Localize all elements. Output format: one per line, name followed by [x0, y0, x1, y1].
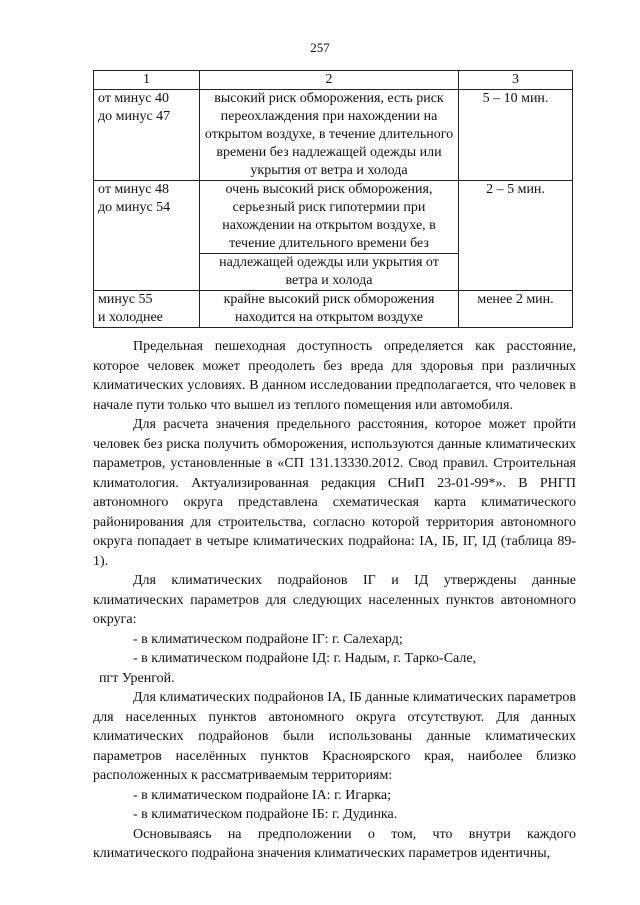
table-row	[94, 291, 573, 328]
range-line: минус 55	[98, 292, 153, 307]
range-line: и холоднее	[98, 310, 163, 325]
list-item-continuation: пгт Уренгой.	[99, 670, 175, 686]
table-row	[94, 90, 573, 181]
paragraph: Предельная пешеходная доступность определяется как расстояние, которое человек может преодолеть без вреда для здоровья при различных климатических условиях. В данном исследовании предполагается, что человек в начале пути только что вышел из теплого помещения или автомобиля.	[93, 339, 576, 413]
table-header-row	[94, 71, 573, 90]
exposure-time-cell: 2 – 5 мин.	[459, 181, 573, 291]
paragraph: Основываясь на предположении о том, что внутри каждого климатического подрайона значения климатических параметров идентичны,	[93, 826, 576, 861]
paragraph: Для расчета значения предельного расстояния, которое может пройти человек без риска получить обморожения, используются данные климатических параметров, установленные в «СП 131.13330.2012. Свод правил. Строительная климатология. Актуализированная редакция СНиП 23-01-99*». В РНГП автономного округа представлена схематическая карта климатического районирования для строительства, согласно которой территория автономного округа попадает в четыре климатических подрайона: IА, IБ, IГ, IД (таблица 89-1).	[93, 417, 576, 569]
risk-description-cell: очень высокий риск обморожения, серьезный риск гипотермии при нахождении на открытом воздухе, в течение длительного времени без	[200, 181, 459, 254]
risk-description-continued-cell: надлежащей одежды или укрытия от ветра и холода	[200, 254, 459, 291]
paragraph: Для климатических подрайонов IА, IБ данные климатических параметров для населенных пунктов автономного округа отсутствуют. Для данных климатических подрайонов были использованы данные климатических параметров населённых пунктов Красноярского края, наиболее близко расположенных к рассматриваемым территориям:	[93, 690, 576, 783]
column-header-2: 2	[200, 71, 459, 90]
risk-description-cell: крайне высокий риск обморожения находится на открытом воздухе	[200, 291, 459, 328]
range-line: от минус 48	[98, 182, 169, 197]
paragraph: Для климатических подрайонов IГ и IД утверждены данные климатических параметров для следующих населенных пунктов автономного округа:	[93, 573, 576, 627]
temperature-range-cell	[94, 181, 200, 291]
list-item: - в климатическом подрайоне IА: г. Игарка;	[133, 787, 391, 803]
list-item: - в климатическом подрайоне IБ: г. Дудинка.	[133, 807, 398, 822]
temperature-range-cell	[94, 90, 200, 181]
exposure-time-cell: менее 2 мин.	[459, 291, 573, 328]
range-line: до минус 54	[98, 200, 171, 215]
risk-description-cell: высокий риск обморожения, есть риск переохлаждения при нахождении на открытом воздухе, в течение длительного времени без надлежащей одежды или укрытия от ветра и холода	[200, 90, 459, 181]
frostbite-risk-table	[93, 70, 573, 328]
page-number: 257	[310, 40, 330, 55]
list-item: - в климатическом подрайоне IГ: г. Салехард;	[133, 631, 403, 647]
temperature-range-cell	[94, 291, 200, 328]
range-line: до минус 47	[98, 109, 171, 124]
body-text	[93, 337, 576, 864]
column-header-3: 3	[459, 71, 573, 90]
column-header-1: 1	[94, 71, 200, 90]
range-line: от минус 40	[98, 91, 169, 106]
list-item: - в климатическом подрайоне IД: г. Надым, г. Тарко-Сале,	[133, 651, 477, 666]
exposure-time-cell: 5 – 10 мин.	[459, 90, 573, 181]
table-row	[94, 181, 573, 254]
